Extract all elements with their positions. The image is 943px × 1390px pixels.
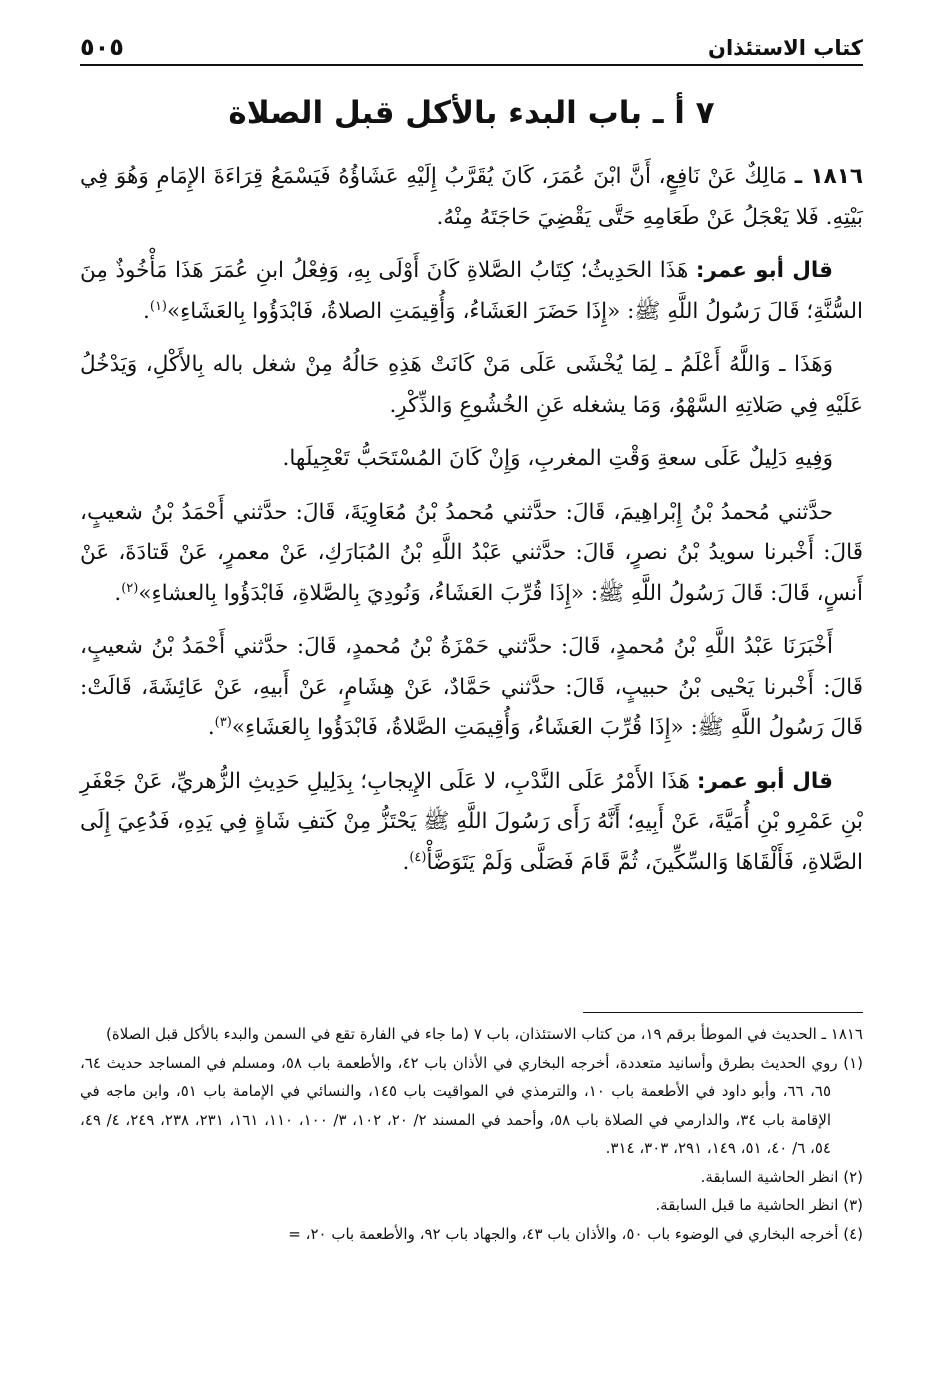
running-header — [80, 30, 863, 66]
paragraph-text: هَذَا الحَدِيثُ؛ كِتَابُ الصَّلاةِ كَانَ أَوْلَى بِهِ، وَفِعْلُ ابنِ عُمَرَ هَذَا مَأْخُوذٌ مِنَ السُّنَّةِ؛ قَالَ رَسُولُ اللَّهِ ﷺ: «إِذَا حَضَرَ العَشَاءُ، وَأُقِيمَتِ الصلاةُ، فَابْدَؤُوا بِالعَشَاءِ» — [80, 258, 863, 324]
footnote-4: (٤) أخرجه البخاري في الوضوء باب ٥٠، والأذان باب ٤٣، والجهاد باب ٩٢، والأطعمة باب ٢٠، = — [288, 1224, 863, 1243]
page — [80, 0, 863, 1390]
punctuation: . — [207, 715, 215, 740]
isnad-paragraph — [80, 493, 863, 615]
paragraph-text: هَذَا الأَمْرُ عَلَى النَّدْبِ، لا عَلَى الإِيجابِ؛ بِدَلِيلِ حَدِيثِ الزُّهريِّ، عَنْ جَعْفَرِ بْنِ عَمْرِو بْنِ أُمَيَّةَ، عَنْ أَبِيهِ؛ أَنَّهُ رَأَى رَسُولَ اللَّهِ ﷺ يَحْتَزُّ مِنْ كَتفِ شَاةٍ فِي يَدِهِ، فَدُعِيَ إِلَى الصَّلاةِ، فَأَلْقَاهَا وَالسِّكِّينَ، ثُمَّ قَامَ فَصَلَّى وَلَمْ يَتَوَضَّأْ — [80, 768, 863, 875]
book-title: كتاب الاستئذان — [708, 36, 863, 64]
commentator-label: قال أبو عمر: — [695, 258, 833, 283]
commentary-paragraph — [80, 762, 863, 884]
footnote-ref[interactable]: (٤) — [409, 849, 427, 865]
chapter-title: ٧ أ ـ باب البدء بالأكل قبل الصلاة — [228, 95, 715, 131]
footnote-1: (١) روي الحديث بطرق وأسانيد متعددة، أخرجه البخاري في الأذان باب ٤٢، والأطعمة باب ٥٨، ومسلم في المساجد حديث ٦٤، ٦٥، ٦٦، وأبو داود في الأطعمة باب ١٠، والترمذي في المواقيت باب ١٤٥، والنسائي في الإمامة باب ٥١، وابن ماجه في الإقامة باب ٣٤، والدارمي في الصلاة باب ٥٨، وأحمد في المسند ٢/ ٢٠، ١٠٢، ٣/ ١٠٠، ١١٠، ١٦١، ٢٣١، ٢٣٨، ٢٤٩، ٤/ ٤٩، ٥٤، ٦/ ٤٠، ٥١، ١٤٩، ٢٩١، ٣٠٣، ٣١٤. — [80, 1053, 864, 1157]
footnote-ref[interactable]: (٢) — [121, 580, 139, 596]
footnote-1816: ١٨١٦ ـ الحديث في الموطأ برقم ١٩، من كتاب الاستئذان، باب ٧ (ما جاء في الفارة تقع في السمن والبدء بالأكل قبل الصلاة) — [106, 1025, 863, 1043]
main-text — [80, 157, 863, 896]
commentary-paragraph: وَهَذَا ـ وَاللَّهُ أَعْلَمُ ـ لِمَا يُخْشَى عَلَى مَنْ كَانَتْ هَذِهِ حَالُهُ مِنْ شغل باله بِالأَكْلِ، وَيَدْخُلُ عَلَيْهِ فِي صَلاتِهِ السَّهْوُ، وَمَا يشغله عَنِ الخُشُوعِ وَالذِّكْرِ. — [80, 352, 863, 418]
commentary-paragraph — [80, 251, 863, 332]
page-number: ٥٠٥ — [80, 33, 124, 64]
footnotes — [80, 1020, 863, 1248]
hadith-text: مَالِكٌ عَنْ نَافِعٍ، أَنَّ ابْنَ عُمَرَ، كَانَ يُقَرَّبُ إِلَيْهِ عَشَاؤُهُ فَيَسْمَعُ قِرَاءَةَ الإِمَامِ وَهُوَ فِي بَيْتِهِ. فَلا يَعْجَلُ عَنْ طَعَامِهِ حَتَّى يَقْضِيَ حَاجَتَهُ مِنْهُ. — [80, 164, 863, 230]
paragraph-text: أَخْبَرَنَا عَبْدُ اللَّهِ بْنُ مُحمدٍ، قَالَ: حدَّثني حَمْزَةُ بْنُ مُحمدٍ، قَالَ: حدَّثني أَحْمَدُ بْنُ شعيبٍ، قَالَ: أَخْبرنا يَحْيى بْنُ حبيبٍ، قَالَ: حدَّثني حَمَّادٌ، عَنْ هِشَامٍ، عَنْ أَبيهِ، عَنْ عَائِشَةَ، قَالَتْ: قَالَ رَسُولُ اللَّهِ ﷺ: «إِذَا قُرِّبَ العَشَاءُ، وَأُقِيمَتِ الصَّلاةُ، فَابْدَؤُوا بِالعَشَاءِ» — [80, 634, 863, 740]
footnote-2: (٢) انظر الحاشية السابقة. — [700, 1167, 863, 1186]
commentary-paragraph: وَفِيهِ دَلِيلٌ عَلَى سعةِ وَقْتِ المغربِ، وَإِنْ كَانَ المُسْتَحَبُّ تَعْجِيلَها. — [282, 446, 833, 471]
punctuation: . — [143, 298, 150, 324]
hadith-1816 — [80, 157, 863, 238]
paragraph-text: حدَّثني مُحمدُ بْنُ إِبْراهِيمَ، قَالَ: حدَّثني مُحمدُ بْنُ مُعَاوِيَةَ، قَالَ: حدَّثني أَحْمَدُ بْنُ شعيبٍ، قَالَ: أَخْبرنا سويدُ بْنُ نصرٍ، قَالَ: حدَّثني عَبْدُ اللَّهِ بْنُ المُبَارَكِ، عَنْ معمرٍ، عَنْ قَتادَةَ، عَنْ أَنسٍ، قَالَ: قَالَ رَسُولُ اللَّهِ ﷺ: «إِذَا قُرِّبَ العَشَاءُ، وَنُودِيَ بِالصَّلاةِ، فَابْدَؤُوا بِالعشاءِ» — [80, 499, 863, 606]
commentator-label: قال أبو عمر: — [696, 768, 833, 794]
footnote-divider — [583, 1012, 863, 1013]
footnote-ref[interactable]: (٣) — [214, 714, 232, 730]
punctuation: . — [114, 580, 122, 606]
footnote-ref[interactable]: (١) — [149, 298, 167, 314]
footnote-3: (٣) انظر الحاشية ما قبل السابقة. — [655, 1196, 863, 1214]
hadith-number: ١٨١٦ ـ — [794, 164, 863, 189]
isnad-paragraph — [80, 627, 863, 749]
punctuation: . — [402, 849, 410, 875]
